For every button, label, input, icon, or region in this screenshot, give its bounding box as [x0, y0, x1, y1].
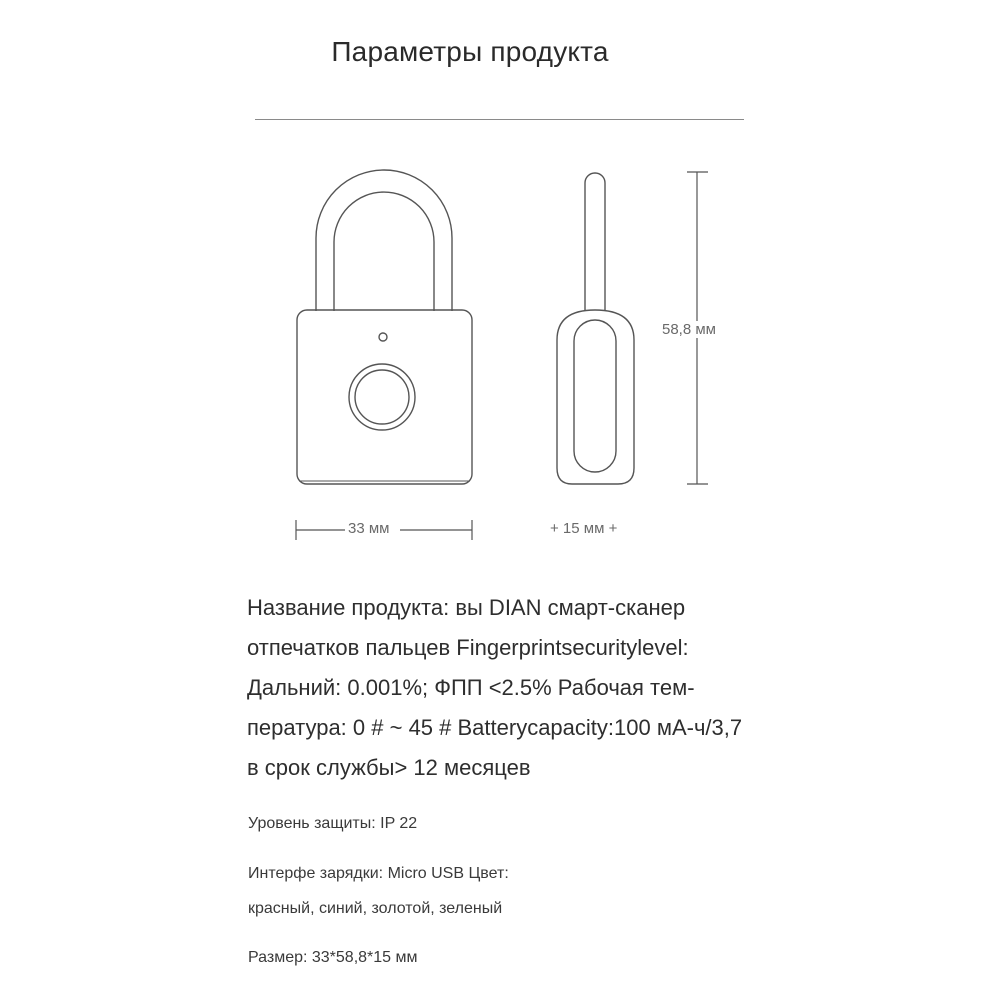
- height-dimension-label: 58,8 мм: [662, 321, 716, 338]
- charging-interface: Интерфе зарядки: Micro USB Цвет:: [248, 865, 509, 882]
- protection-level: Уровень защиты: IP 22: [248, 815, 418, 832]
- depth-dimension-label: + 15 мм +: [550, 520, 618, 537]
- product-description: Название продукта: вы DIAN смарт-сканер отпечатков пальцев Fingerprintsecuritylevel: Дальний: 0.001%; ФПП <2.5% Рабочая тем-пература: 0 # ~ 45 # Batterycapacity:100 мА-ч/3,7 в срок службы> 12 месяцев: [247, 595, 743, 780]
- page-title: Параметры продукта: [331, 36, 609, 67]
- padlock-front-icon: [297, 170, 472, 484]
- product-size: Размер: 33*58,8*15 мм: [248, 949, 418, 966]
- color-options: красный, синий, золотой, зеленый: [248, 900, 503, 917]
- width-dimension-label: 33 мм: [348, 520, 390, 537]
- padlock-side-icon: [557, 173, 634, 484]
